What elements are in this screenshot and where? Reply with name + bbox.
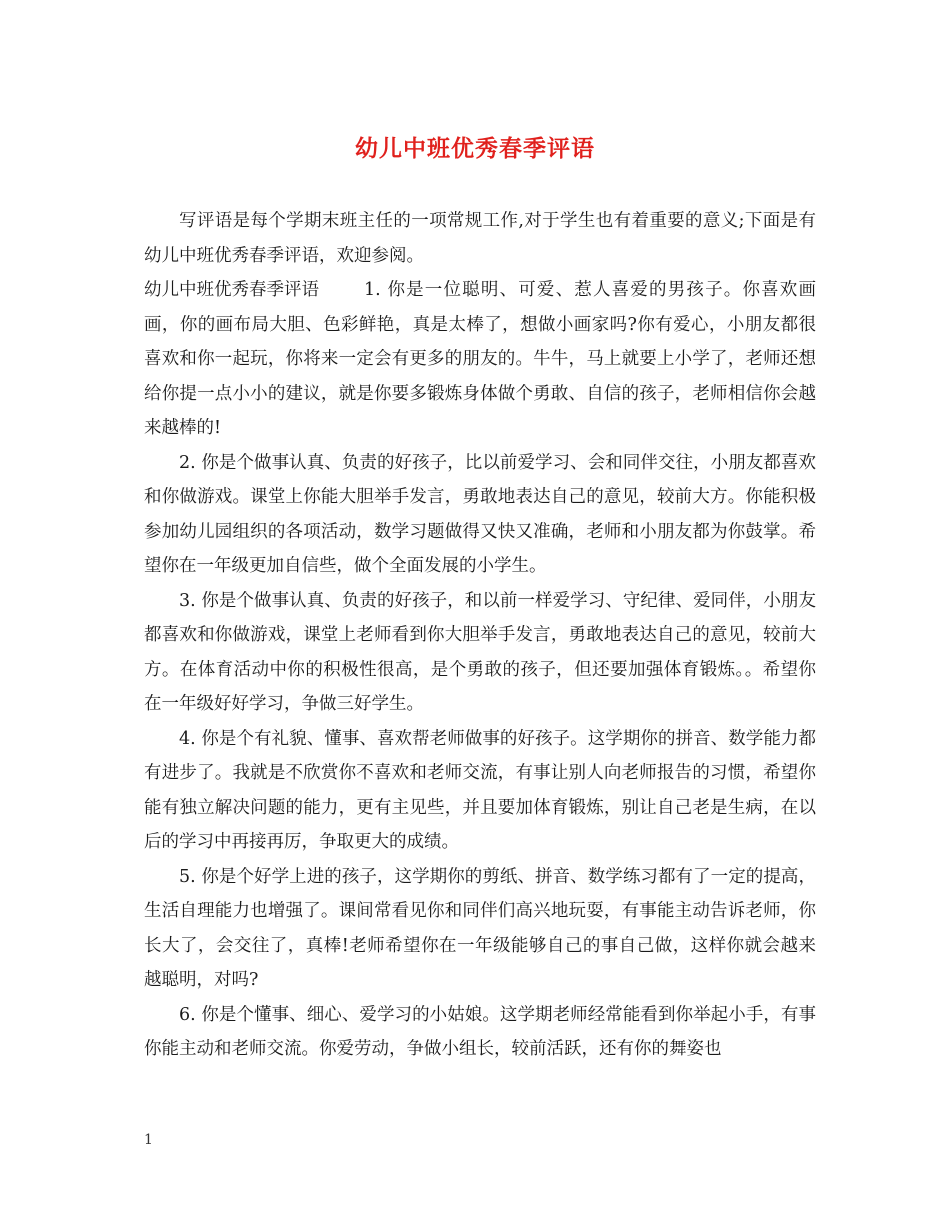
intro-paragraph: 写评语是每个学期末班主任的一项常规工作,对于学生也有着重要的意义;下面是有幼儿中班优秀春季评语，欢迎参阅。 — [144, 211, 816, 266]
page-number: 1 — [144, 1132, 153, 1148]
page-title: 幼儿中班优秀春季评语 — [355, 135, 595, 162]
first-item-paragraph — [144, 273, 816, 446]
item-4-paragraph: 4. 你是个有礼貌、懂事、喜欢帮老师做事的好孩子。这学期你的拼音、数学能力都有进步了。我就是不欣赏你不喜欢和老师交流，有事让别人向老师报告的习惯，希望你能有独立解决问题的能力，更有主见些，并且要加体育锻炼，别让自己老是生病，在以后的学习中再接再厉，争取更大的成绩。 — [144, 728, 816, 852]
item-6-paragraph: 6. 你是个懂事、细心、爱学习的小姑娘。这学期老师经常能看到你举起小手，有事你能主动和老师交流。你爱劳动，争做小组长，较前活跃，还有你的舞姿也 — [144, 1004, 816, 1059]
item-5-paragraph: 5. 你是个好学上进的孩子，这学期你的剪纸、拼音、数学练习都有了一定的提高，生活自理能力也增强了。课间常看见你和同伴们高兴地玩耍，有事能主动告诉老师，你长大了，会交往了，真棒!老师希望你在一年级能够自己的事自己做，这样你就会越来越聪明，对吗? — [144, 866, 816, 990]
item-1-text: 1. 你是一位聪明、可爱、惹人喜爱的男孩子。你喜欢画画，你的画布局大胆、色彩鲜艳，真是太棒了，想做小画家吗?你有爱心，小朋友都很喜欢和你一起玩，你将来一定会有更多的朋友的。牛牛，马上就要上小学了，老师还想给你提一点小小的建议，就是你要多锻炼身体做个勇敢、自信的孩子，老师相信你会越来越棒的! — [144, 280, 816, 438]
item-2-paragraph: 2. 你是个做事认真、负责的好孩子，比以前爱学习、会和同伴交往，小朋友都喜欢和你做游戏。课堂上你能大胆举手发言，勇敢地表达自己的意见，较前大方。你能积极参加幼儿园组织的各项活动，数学习题做得又快又准确，老师和小朋友都为你鼓掌。希望你在一年级更加自信些，做个全面发展的小学生。 — [144, 452, 816, 576]
item-3-paragraph: 3. 你是个做事认真、负责的好孩子，和以前一样爱学习、守纪律、爱同伴，小朋友都喜欢和你做游戏，课堂上老师看到你大胆举手发言，勇敢地表达自己的意见，较前大方。在体育活动中你的积极性很高，是个勇敢的孩子，但还要加强体育锻炼。。希望你在一年级好好学习，争做三好学生。 — [144, 590, 816, 714]
document-body — [144, 204, 816, 1067]
section-label: 幼儿中班优秀春季评语 — [144, 280, 319, 300]
